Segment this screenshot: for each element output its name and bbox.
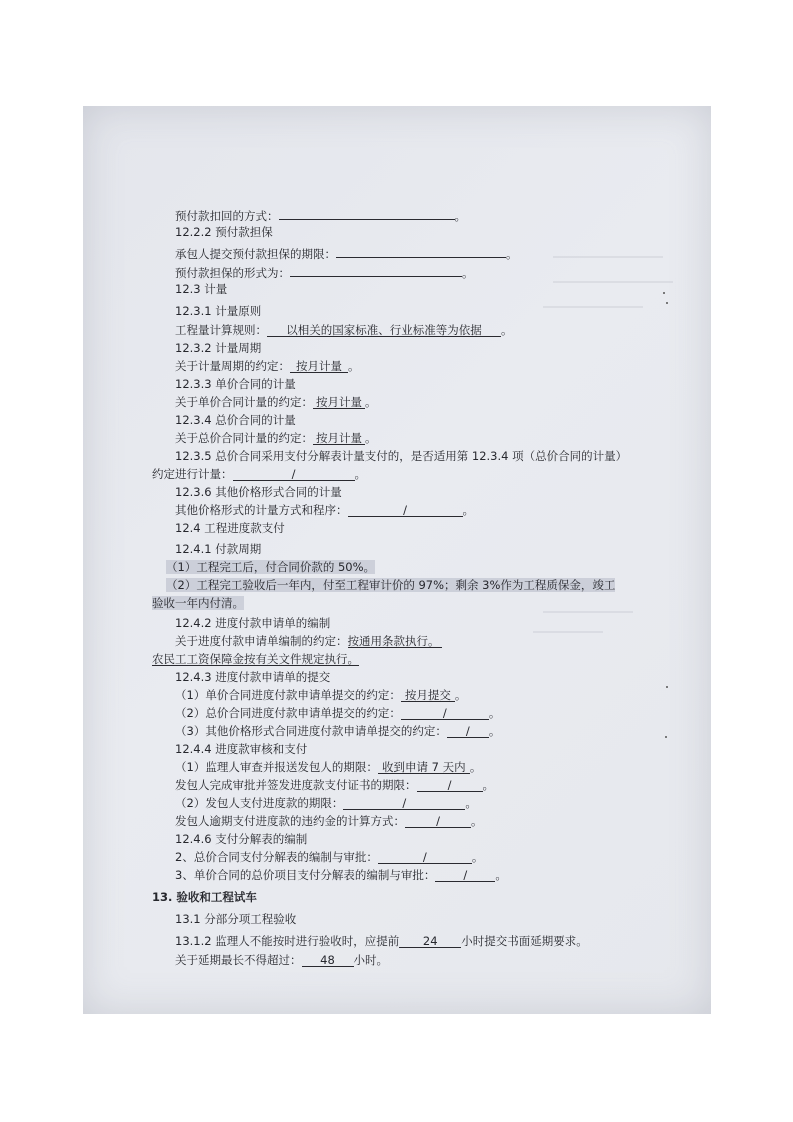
speck xyxy=(666,686,668,688)
measure-period-value: 按月计量 xyxy=(290,359,348,373)
other-submit-value: / xyxy=(447,724,489,738)
section-12-4-1: 12.4.1 付款周期 xyxy=(175,542,262,556)
payment-term-1: （1）工程完工后，付合同价款的 50%。 xyxy=(166,560,376,574)
max-extension-value: 48 xyxy=(302,953,354,967)
section-12-4-6: 12.4.6 支付分解表的编制 xyxy=(175,832,308,846)
agreed-measure-value: / xyxy=(233,467,355,481)
max-extension-line: 关于延期最长不得超过： 48 小时。 xyxy=(175,953,388,967)
quantity-rules-line: 工程量计算规则： 以相关的国家标准、行业标准等为依据 。 xyxy=(175,323,513,337)
employer-approval-value: / xyxy=(417,778,483,792)
other-measure-value: / xyxy=(348,503,463,517)
section-12-3-3: 12.3.3 单价合同的计量 xyxy=(175,377,296,391)
section-12-3-5: 12.3.5 总价合同采用支付分解表计量支付的，是否适用第 12.3.4 项（总价合同的计量） xyxy=(175,449,628,463)
unit-price-measure-value: 按月计量 xyxy=(313,395,365,409)
employer-payment-value: / xyxy=(343,796,465,810)
guarantee-form-label: 预付款担保的形式为： xyxy=(175,266,290,280)
unit-price-schedule-line: 3、单价合同的总价项目支付分解表的编制与审批： / 。 xyxy=(175,868,507,882)
unit-price-submit-line: （1）单价合同进度付款申请单提交的约定： 按月提交 。 xyxy=(175,688,467,702)
acceptance-notice-line: 13.1.2 监理人不能按时进行验收时，应提前 24 小时提交书面延期要求。 xyxy=(175,934,588,948)
speck xyxy=(666,302,668,304)
employer-approval-line: 发包人完成审批并签发进度款支付证书的期限： / 。 xyxy=(175,778,494,792)
migrant-wage-note: 农民工工资保障金按有关文件规定执行。 xyxy=(152,652,359,666)
quantity-rules-value: 以相关的国家标准、行业标准等为依据 xyxy=(267,323,501,337)
speck xyxy=(663,292,665,294)
section-13: 13. 验收和工程试车 xyxy=(152,890,257,904)
payment-term-2-cont: 验收一年内付清。 xyxy=(152,596,244,610)
agreed-measure-line: 约定进行计量： / 。 xyxy=(152,467,366,481)
guarantee-form-blank xyxy=(290,263,462,277)
guarantee-period-blank xyxy=(336,244,506,258)
other-measure-line: 其他价格形式的计量方式和程序： / 。 xyxy=(175,503,474,517)
section-12-3-6: 12.3.6 其他价格形式合同的计量 xyxy=(175,485,342,499)
notice-hours-value: 24 xyxy=(399,934,461,948)
repayment-method-label: 预付款扣回的方式： xyxy=(175,209,279,223)
payment-term-2: （2）工程完工验收后一年内，付至工程审计价的 97%；剩余 3%作为工程质保金，竣工 xyxy=(166,578,616,592)
section-12-4-4: 12.4.4 进度款审核和支付 xyxy=(175,742,308,756)
quantity-rules-label: 工程量计算规则： xyxy=(175,323,267,337)
unit-price-submit-value: 按月提交 xyxy=(401,688,455,702)
section-12-4: 12.4 工程进度款支付 xyxy=(175,521,285,535)
other-submit-line: （3）其他价格形式合同进度付款申请单提交的约定： / 。 xyxy=(175,724,501,738)
late-payment-value: / xyxy=(405,814,471,828)
section-12-4-3: 12.4.3 进度付款申请单的提交 xyxy=(175,670,331,684)
employer-payment-line: （2）发包人支付进度款的期限： / 。 xyxy=(175,796,477,810)
lump-sum-schedule-line: 2、总价合同支付分解表的编制与审批： / 。 xyxy=(175,850,484,864)
lump-sum-submit-value: / xyxy=(401,706,489,720)
section-12-3-1: 12.3.1 计量原则 xyxy=(175,304,262,318)
guarantee-period-label: 承包人提交预付款担保的期限： xyxy=(175,247,336,261)
speck xyxy=(665,736,667,738)
unit-price-measure-line: 关于单价合同计量的约定： 按月计量 。 xyxy=(175,395,377,409)
lump-sum-submit-line: （2）总价合同进度付款申请单提交的约定： / 。 xyxy=(175,706,501,720)
lump-sum-measure-line: 关于总价合同计量的约定： 按月计量 。 xyxy=(175,431,377,445)
lump-sum-measure-value: 按月计量 xyxy=(313,431,365,445)
section-12-3-2: 12.3.2 计量周期 xyxy=(175,341,262,355)
section-12-3: 12.3 计量 xyxy=(175,282,228,296)
application-compile-value: 按通用条款执行。 xyxy=(347,634,440,648)
measure-period-line: 关于计量周期的约定： 按月计量 。 xyxy=(175,359,360,373)
unit-price-schedule-value: / xyxy=(435,868,495,882)
application-compile-line: 关于进度付款申请单编制的约定：按通用条款执行。 xyxy=(175,634,440,648)
late-payment-line: 发包人逾期支付进度款的违约金的计算方式： / 。 xyxy=(175,814,483,828)
section-12-3-4: 12.3.4 总价合同的计量 xyxy=(175,413,296,427)
lump-sum-schedule-value: / xyxy=(378,850,472,864)
supervisor-review-line: （1）监理人审查并报送发包人的期限： 收到申请 7 天内 。 xyxy=(175,760,482,774)
supervisor-review-value: 收到申请 7 天内 xyxy=(378,760,470,774)
section-12-4-2: 12.4.2 进度付款申请单的编制 xyxy=(175,616,331,630)
section-12-2-2: 12.2.2 预付款担保 xyxy=(175,225,273,239)
repayment-method-blank xyxy=(279,206,455,220)
guarantee-period-line: 承包人提交预付款担保的期限： 。 xyxy=(175,244,518,261)
repayment-method-line: 预付款扣回的方式： 。 xyxy=(175,206,466,223)
migrant-wage-line xyxy=(152,652,359,666)
section-13-1: 13.1 分部分项工程验收 xyxy=(175,912,297,926)
guarantee-form-line: 预付款担保的形式为： 。 xyxy=(175,263,474,280)
